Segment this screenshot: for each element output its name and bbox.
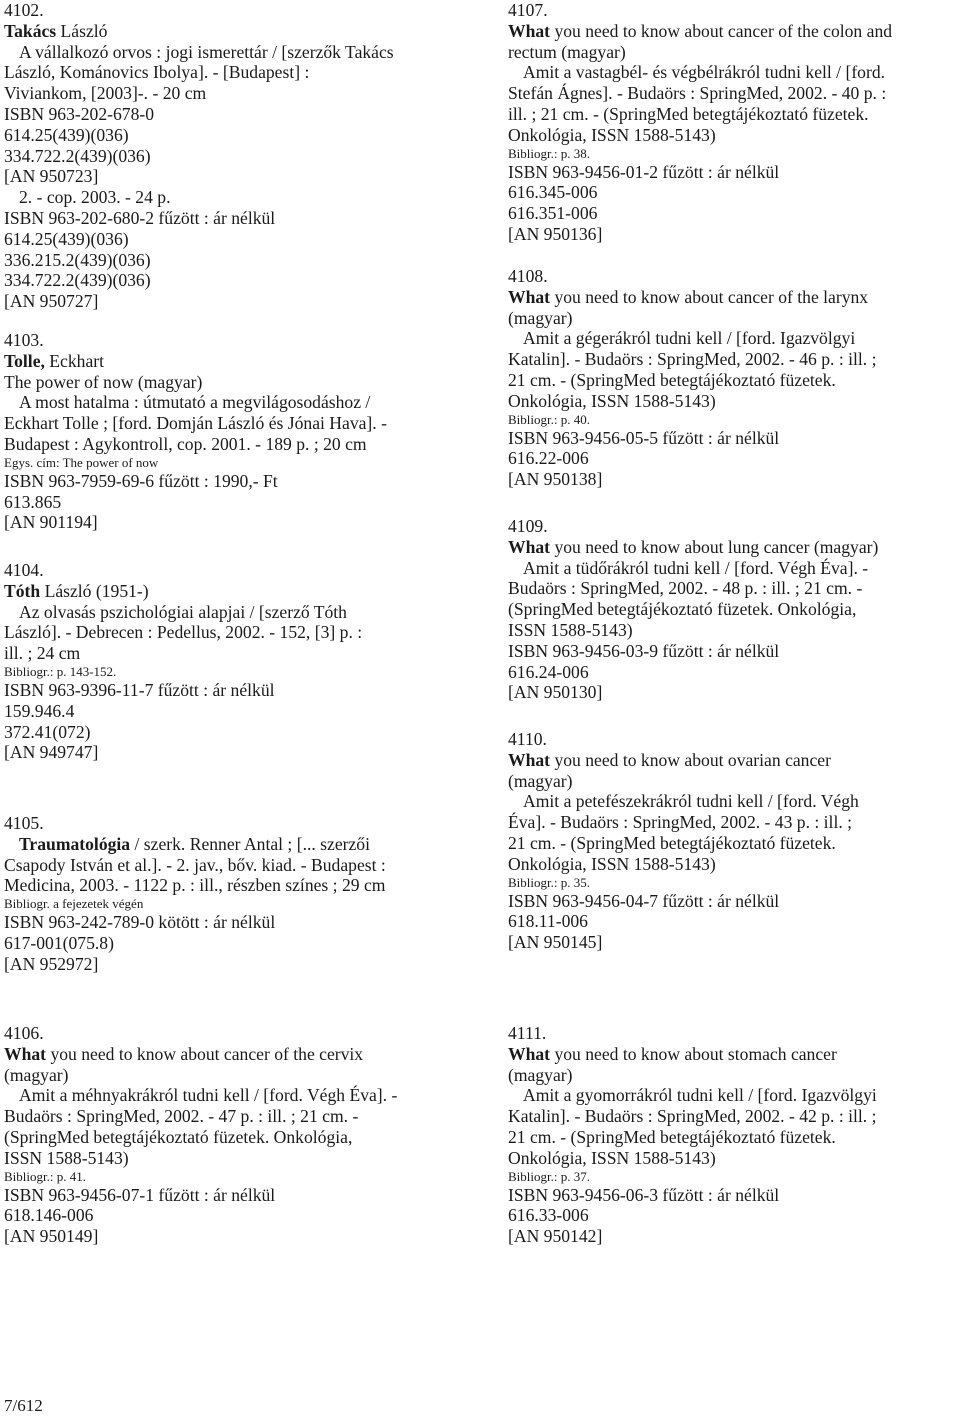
entry-line [4, 1205, 454, 1226]
entry-text: ISBN 963-9456-03-9 fűzött : ár nélkül [508, 640, 780, 661]
entry-line [4, 351, 454, 372]
entry-number: 4106. [4, 1023, 44, 1043]
entry-line [508, 662, 958, 683]
entry-line [4, 392, 454, 413]
entry-text: 616.351-006 [508, 203, 598, 224]
entry-line [508, 537, 958, 558]
entry-line [4, 1127, 454, 1148]
entry-text: Csapody István et al.]. - 2. jav., bőv. kiad. - Budapest : [4, 854, 386, 875]
entry-text: László]. - Debrecen : Pedellus, 2002. - 152, [3] p. : [4, 622, 363, 643]
entry-text: Éva]. - Budaörs : SpringMed, 2002. - 43 p. : ill. ; [508, 812, 853, 833]
entry-number: 4111. [508, 1023, 547, 1043]
entry-line [4, 602, 454, 623]
entry-text: Bibliogr.: p. 41. [4, 1168, 86, 1184]
entry-text: [AN 952972] [4, 953, 99, 974]
entry-line [508, 391, 958, 412]
entry-line [508, 854, 958, 875]
entry-heading-word: Takács [4, 20, 57, 41]
entry-line [4, 701, 454, 722]
entry-text: [AN 950727] [4, 291, 99, 312]
entry-line [508, 771, 958, 792]
entry-line [508, 349, 958, 370]
entry-number: 4103. [4, 330, 44, 350]
entry-text: Amit a méhnyakrákról tudni kell / [ford. Végh Éva]. - [19, 1085, 398, 1106]
entry-line [4, 1085, 454, 1106]
entry-line [508, 558, 958, 579]
entry-text: (magyar) [508, 307, 573, 328]
entry-heading-word: What [508, 536, 551, 557]
entry-text: (magyar) [508, 770, 573, 791]
entry-line [508, 104, 958, 125]
entry-note [4, 1169, 454, 1185]
entry-text: Bibliogr.: p. 38. [508, 145, 590, 161]
entry-text: Viviankom, [2003]-. - 20 cm [4, 83, 207, 104]
entry-line [4, 62, 454, 83]
entry-text: László [56, 20, 108, 41]
entry-number: 4110. [508, 729, 547, 749]
entry-note [4, 896, 454, 912]
entry-note [508, 875, 958, 891]
entry-line [4, 104, 454, 125]
entry-text: László (1951-) [40, 580, 149, 601]
entry-text: Budapest : Agykontroll, cop. 2001. - 189 p. ; 20 cm [4, 433, 367, 454]
entry-text: 334.722.2(439)(036) [4, 145, 151, 166]
entry-text: ISBN 963-202-680-2 fűzött : ár nélkül [4, 207, 276, 228]
entry-text: [AN 950723] [4, 166, 99, 187]
entry-text: Katalin]. - Budaörs : SpringMed, 2002. - 42 p. : ill. ; [508, 1106, 877, 1127]
entry-text: Amit a gyomorrákról tudni kell / [ford. Igazvölgyi [523, 1085, 877, 1106]
entry-heading-word: What [508, 1043, 551, 1064]
entry-line [4, 250, 454, 271]
entry-text: Bibliogr. a fejezetek végén [4, 896, 144, 912]
entry-text: 372.41(072) [4, 721, 91, 742]
entry-line [508, 162, 958, 183]
entry-text: ISBN 963-9396-11-7 fűzött : ár nélkül [4, 679, 275, 700]
entry-heading-word: What [4, 1043, 47, 1064]
page-number: 7/612 [4, 1396, 43, 1415]
entry-text: 336.215.2(439)(036) [4, 249, 151, 270]
entry-line [508, 469, 958, 490]
entry-line [508, 1044, 958, 1065]
entry-line [4, 912, 454, 933]
entry-text: you need to know about stomach cancer [550, 1043, 837, 1064]
entry-line [508, 891, 958, 912]
entry-line [508, 578, 958, 599]
entry-text: / szerk. Renner Antal ; [... szerzői [130, 833, 370, 854]
entry-text: 614.25(439)(036) [4, 228, 129, 249]
entry-text: (SpringMed betegtájékoztató füzetek. Onkológia, [4, 1126, 353, 1147]
entry-line [508, 1185, 958, 1206]
entry-line [508, 224, 958, 245]
entry-line [4, 855, 454, 876]
entry-text: 617-001(075.8) [4, 932, 114, 953]
entry-line [4, 1065, 454, 1086]
entry-line [508, 42, 958, 63]
entry-text: ISBN 963-202-678-0 [4, 103, 155, 124]
entry-text: (SpringMed betegtájékoztató füzetek. Onkológia, [508, 599, 857, 620]
entry-line [4, 21, 454, 42]
entry-number: 4108. [508, 266, 548, 286]
entry-text: 21 cm. - (SpringMed betegtájékoztató füzetek. [508, 369, 836, 390]
entry-text: Onkológia, ISSN 1588-5143) [508, 1147, 716, 1168]
entry-line [4, 208, 454, 229]
entry-line [508, 812, 958, 833]
entry-line [4, 413, 454, 434]
entry-line [508, 620, 958, 641]
catalog-entry [508, 1023, 958, 1247]
entry-number: 4107. [508, 0, 548, 20]
entry-text: [AN 950145] [508, 932, 603, 953]
entry-line [4, 1044, 454, 1065]
entry-line [4, 643, 454, 664]
entry-text: Amit a petefészekrákról tudni kell / [ford. Végh [523, 791, 859, 812]
entry-line [4, 875, 454, 896]
entry-line [508, 83, 958, 104]
entry-line [4, 42, 454, 63]
catalog-entry [4, 1023, 454, 1247]
catalog-entry [508, 516, 958, 703]
entry-heading-word: What [508, 20, 551, 41]
entry-text: 614.25(439)(036) [4, 124, 129, 145]
entry-line [508, 448, 958, 469]
entry-note [508, 146, 958, 162]
entry-line [4, 722, 454, 743]
entry-text: Medicina, 2003. - 1122 p. : ill., részben színes ; 29 cm [4, 875, 386, 896]
entry-text: Egys. cím: The power of now [4, 454, 159, 470]
entry-line [508, 62, 958, 83]
entry-line [508, 182, 958, 203]
entry-note [4, 455, 454, 471]
entry-line [508, 308, 958, 329]
entry-line [4, 742, 454, 763]
entry-text: ISBN 963-9456-07-1 fűzött : ár nélkül [4, 1184, 276, 1205]
entry-text: 618.146-006 [4, 1205, 94, 1226]
entry-line [508, 833, 958, 854]
entry-line [4, 512, 454, 533]
entry-text: [AN 950138] [508, 469, 603, 490]
entry-text: you need to know about lung cancer (magyar) [550, 536, 879, 557]
entry-text: Amit a gégerákról tudni kell / [ford. Igazvölgyi [523, 328, 856, 349]
entry-text: Eckhart [44, 350, 105, 371]
entry-text: 21 cm. - (SpringMed betegtájékoztató füzetek. [508, 1126, 836, 1147]
entry-line [508, 791, 958, 812]
entry-line [508, 750, 958, 771]
entry-line [4, 187, 454, 208]
entry-heading-word: Traumatológia [19, 833, 131, 854]
entry-text: you need to know about ovarian cancer [550, 749, 831, 770]
entry-text: Amit a vastagbél- és végbélrákról tudni kell / [ford. [523, 62, 886, 83]
entry-text: Onkológia, ISSN 1588-5143) [508, 853, 716, 874]
entry-line [4, 1226, 454, 1247]
entry-text: ISSN 1588-5143) [4, 1147, 129, 1168]
entry-heading-word: Tóth [4, 580, 41, 601]
entry-line [4, 834, 454, 855]
entry-text: 616.22-006 [508, 448, 589, 469]
entry-text: [AN 950136] [508, 223, 603, 244]
entry-line [4, 291, 454, 312]
entry-text: Az olvasás pszichológiai alapjai / [szerző Tóth [19, 601, 347, 622]
entry-text: The power of now (magyar) [4, 371, 203, 392]
entry-text: ISBN 963-9456-06-3 fűzött : ár nélkül [508, 1184, 780, 1205]
entry-line [4, 933, 454, 954]
entry-line [508, 1205, 958, 1226]
entry-text: Bibliogr.: p. 37. [508, 1168, 590, 1184]
entry-line [508, 125, 958, 146]
entry-line [508, 1085, 958, 1106]
entry-text: ill. ; 24 cm [4, 643, 81, 664]
entry-line [508, 932, 958, 953]
entry-number: 4102. [4, 0, 44, 20]
entry-line [4, 270, 454, 291]
entry-text: A most hatalma : útmutató a megvilágosodáshoz / [19, 392, 371, 413]
entry-text: Amit a tüdőrákról tudni kell / [ford. Végh Éva]. - [523, 557, 869, 578]
catalog-entry [4, 0, 454, 312]
entry-text: 616.345-006 [508, 182, 598, 203]
entry-line [508, 1065, 958, 1086]
entry-line [4, 1106, 454, 1127]
entry-text: 613.865 [4, 491, 62, 512]
entry-text: 618.11-006 [508, 911, 588, 932]
entry-heading-word: What [508, 286, 551, 307]
catalog-entry [508, 729, 958, 953]
entry-line [4, 83, 454, 104]
entry-text: Onkológia, ISSN 1588-5143) [508, 390, 716, 411]
entry-text: Bibliogr.: p. 143-152. [4, 663, 117, 679]
entry-text: 616.33-006 [508, 1205, 589, 1226]
entry-text: Budaörs : SpringMed, 2002. - 47 p. : ill. ; 21 cm. - [4, 1106, 359, 1127]
entry-line [4, 372, 454, 393]
entry-note [4, 664, 454, 680]
entry-text: Eckhart Tolle ; [ford. Domján László és Jónai Hava]. - [4, 413, 387, 434]
entry-line [4, 1185, 454, 1206]
entry-heading-word: What [508, 749, 551, 770]
entry-line [508, 370, 958, 391]
catalog-entry [4, 813, 454, 975]
entry-line [508, 328, 958, 349]
entry-line [508, 682, 958, 703]
entry-text: Budaörs : SpringMed, 2002. - 48 p. : ill. ; 21 cm. - [508, 578, 863, 599]
entry-text: [AN 950149] [4, 1226, 99, 1247]
entry-line [4, 1148, 454, 1169]
entry-text: 616.24-006 [508, 661, 589, 682]
catalog-entry [4, 330, 454, 533]
entry-text: ISBN 963-242-789-0 kötött : ár nélkül [4, 912, 276, 933]
entry-line [4, 954, 454, 975]
entry-number: 4104. [4, 560, 44, 580]
entry-text: 21 cm. - (SpringMed betegtájékoztató füzetek. [508, 832, 836, 853]
entry-text: ISBN 963-9456-05-5 fűzött : ár nélkül [508, 427, 780, 448]
entry-text: Katalin]. - Budaörs : SpringMed, 2002. - 46 p. : ill. ; [508, 349, 877, 370]
entry-text: 159.946.4 [4, 700, 75, 721]
entry-line [4, 166, 454, 187]
entry-line [4, 229, 454, 250]
entry-text: ISSN 1588-5143) [508, 619, 633, 640]
entry-text: (magyar) [508, 1064, 573, 1085]
entry-line [508, 1226, 958, 1247]
entry-line [4, 471, 454, 492]
entry-text: you need to know about cancer of the colon and [550, 20, 893, 41]
entry-line [508, 287, 958, 308]
entry-text: Bibliogr.: p. 40. [508, 411, 590, 427]
catalog-entry [4, 560, 454, 763]
entry-line [4, 622, 454, 643]
entry-line [508, 911, 958, 932]
entry-line [508, 1106, 958, 1127]
entry-text: ISBN 963-7959-69-6 fűzött : 1990,- Ft [4, 470, 278, 491]
entry-text: A vállalkozó orvos : jogi ismerettár / [szerzők Takács [19, 41, 394, 62]
entry-line [4, 146, 454, 167]
entry-line [508, 21, 958, 42]
entry-text: [AN 950130] [508, 682, 603, 703]
entry-line [4, 434, 454, 455]
entry-line [508, 1127, 958, 1148]
entry-text: 2. - cop. 2003. - 24 p. [19, 187, 171, 208]
entry-text: [AN 901194] [4, 512, 98, 533]
entry-line [508, 428, 958, 449]
entry-line [508, 641, 958, 662]
entry-text: rectum (magyar) [508, 41, 626, 62]
entry-heading-word: Tolle, [4, 350, 45, 371]
entry-line [508, 599, 958, 620]
entry-note [508, 412, 958, 428]
entry-text: Bibliogr.: p. 35. [508, 874, 590, 890]
entry-line [4, 125, 454, 146]
entry-line [4, 680, 454, 701]
entry-text: László, Kománovics Ibolya]. - [Budapest] : [4, 62, 310, 83]
entry-text: ISBN 963-9456-04-7 fűzött : ár nélkül [508, 890, 780, 911]
entry-text: [AN 950142] [508, 1226, 603, 1247]
entry-line [508, 203, 958, 224]
entry-number: 4105. [4, 813, 44, 833]
entry-line [4, 581, 454, 602]
entry-number: 4109. [508, 516, 548, 536]
entry-line [508, 1148, 958, 1169]
entry-note [508, 1169, 958, 1185]
entry-text: [AN 949747] [4, 742, 99, 763]
entry-line [4, 492, 454, 513]
entry-text: ISBN 963-9456-01-2 fűzött : ár nélkül [508, 161, 780, 182]
catalog-entry [508, 0, 958, 245]
entry-text: you need to know about cancer of the larynx [550, 286, 869, 307]
entry-text: ill. ; 21 cm. - (SpringMed betegtájékoztató füzetek. [508, 103, 869, 124]
entry-text: you need to know about cancer of the cervix [46, 1043, 364, 1064]
entry-text: (magyar) [4, 1064, 69, 1085]
entry-text: Onkológia, ISSN 1588-5143) [508, 124, 716, 145]
catalog-entry [508, 266, 958, 490]
entry-text: Stefán Ágnes]. - Budaörs : SpringMed, 2002. - 40 p. : [508, 83, 887, 104]
entry-text: 334.722.2(439)(036) [4, 270, 151, 291]
